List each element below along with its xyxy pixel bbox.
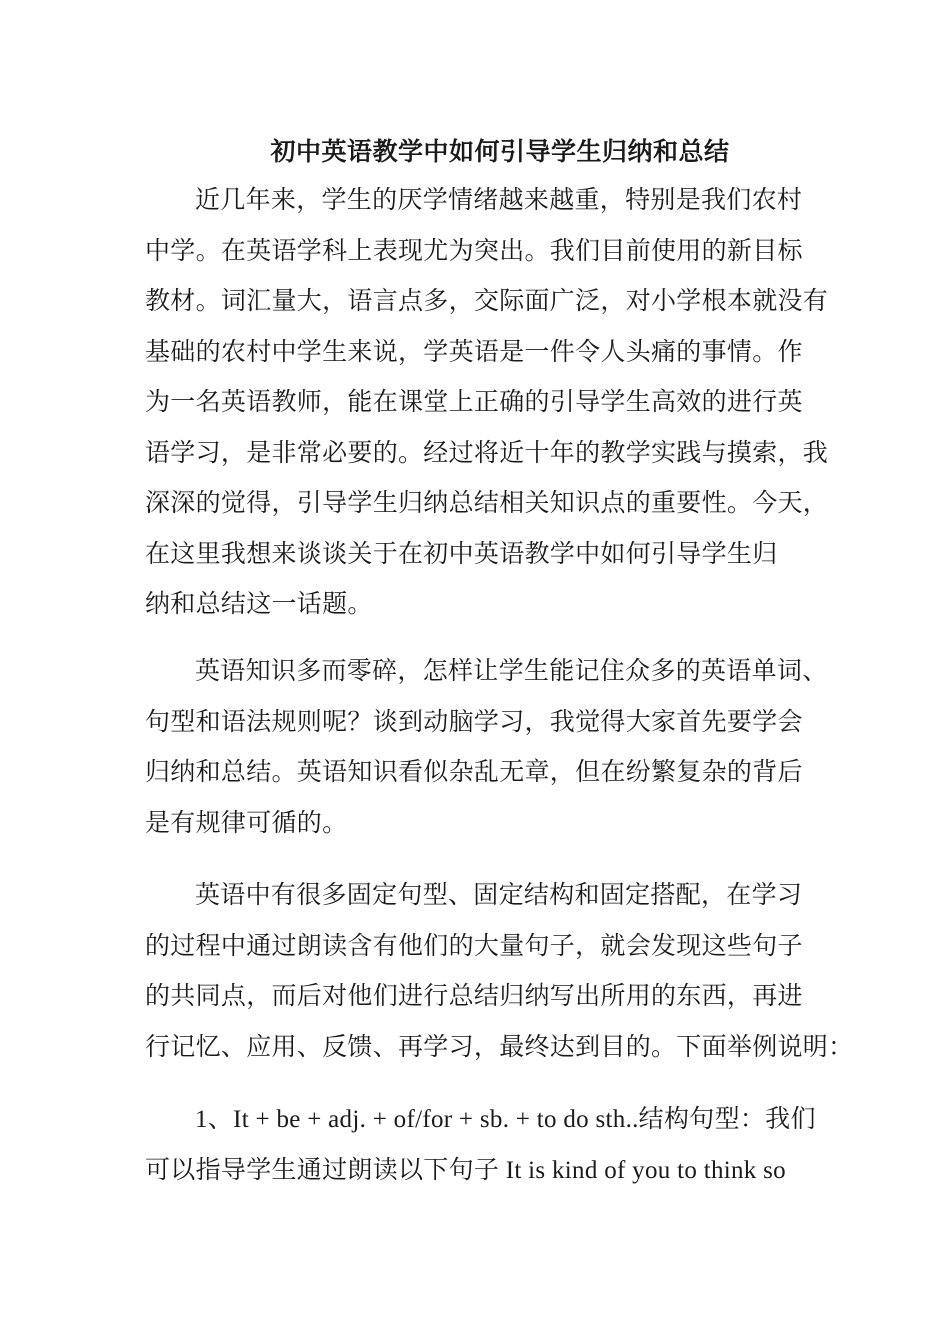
- paragraph-line: 的共同点，而后对他们进行总结归纳写出所用的东西，再进: [145, 981, 803, 1010]
- paragraph-line: 语学习，是非常必要的。经过将近十年的教学实践与摸索，我: [145, 437, 829, 467]
- paragraph-line: 1、It + be + adj. + of/for + sb. + to do sth..结构句型：我们: [195, 1106, 816, 1133]
- paragraph-line: 归纳和总结。英语知识看似杂乱无章，但在纷繁复杂的背后: [145, 757, 803, 786]
- paragraph-line: 深深的觉得，引导学生归纳总结相关知识点的重要性。今天，: [145, 488, 829, 517]
- paragraph-line: 在这里我想来谈谈关于在初中英语教学中如何引导学生归: [145, 538, 778, 568]
- paragraph-line: 是有规律可循的。: [145, 807, 348, 837]
- document-title: 初中英语教学中如何引导学生归纳和总结: [270, 137, 730, 166]
- paragraph-line: 的过程中通过朗读含有他们的大量句子，就会发现这些句子: [145, 930, 803, 960]
- paragraph-line: 为一名英语教师，能在课堂上正确的引导学生高效的进行英: [145, 387, 803, 416]
- paragraph-line: 英语知识多而零碎，怎样让学生能记住众多的英语单词、: [195, 656, 828, 685]
- paragraph-line: 基础的农村中学生来说，学英语是一件令人头痛的事情。作: [145, 336, 803, 366]
- paragraph-1: [145, 175, 829, 630]
- paragraph-line: 英语中有很多固定句型、固定结构和固定搭配，在学习: [195, 880, 803, 909]
- paragraph-line: 近几年来，学生的厌学情绪越来越重，特别是我们农村: [195, 185, 803, 214]
- paragraph-2: [145, 646, 828, 848]
- paragraph-line: 纳和总结这一话题。: [145, 589, 373, 618]
- paragraph-line: 行记忆、应用、反馈、再学习，最终达到目的。下面举例说明：: [145, 1031, 854, 1061]
- paragraph-4: [145, 1095, 825, 1196]
- paragraph-line: 句型和语法规则呢？谈到动脑学习，我觉得大家首先要学会: [145, 706, 803, 736]
- paragraph-line: 教材。词汇量大，语言点多，交际面广泛，对小学根本就没有: [145, 286, 829, 315]
- paragraph-line: 可以指导学生通过朗读以下句子 It is kind of you to think so: [145, 1156, 786, 1184]
- paragraph-3: [145, 870, 854, 1072]
- paragraph-line: 中学。在英语学科上表现尤为突出。我们目前使用的新目标: [145, 235, 803, 265]
